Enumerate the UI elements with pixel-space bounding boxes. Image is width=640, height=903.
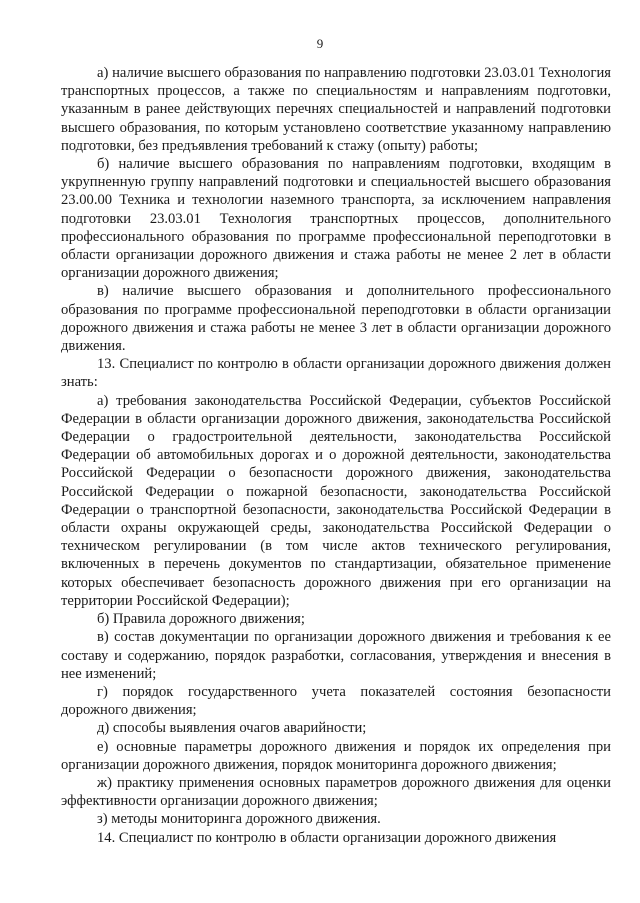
- paragraph-13v: в) состав документации по организации дорожного движения и требования к ее составу и содержанию, порядок разработки, согласования, утверждения и внесения в нее изменений;: [61, 629, 611, 682]
- paragraph-13e: е) основные параметры дорожного движения и порядок их определения при организации дорожного движения, порядок мониторинга дорожного движения;: [61, 738, 611, 773]
- paragraph-12b: б) наличие высшего образования по направлениям подготовки, входящим в укрупненную группу направлений подготовки и специальностей высшего образования 23.00.00 Техника и технологии наземного транспорта, за исключением направления подготовки 23.03.01 Технология транспортных процессов, дополнительного профессионального образования по программе профессиональной переподготовки в области организации дорожного движения и стажа работы не менее 2 лет в области организации дорожного движения;: [61, 156, 611, 282]
- paragraph-13-heading: 13. Специалист по контролю в области организации дорожного движения должен знать:: [61, 356, 611, 391]
- paragraph-13b: б) Правила дорожного движения;: [97, 611, 305, 628]
- paragraph-13g: г) порядок государственного учета показателей состояния безопасности дорожного движения;: [61, 683, 611, 719]
- paragraph-13a: а) требования законодательства Российской Федерации, субъектов Российской Федерации в области организации дорожного движения, законодательства Российской Федерации о градостроительной деятельности, законодательства Российской Федерации об автомобильных дорогах и о дорожной деятельности, законодательства Российской Федерации о безопасности дорожного движения, законодательства Российской Федерации о пожарной безопасности, законодательства Российской Федерации о транспортной безопасности, законодательства Российской Федерации в области охраны окружающей среды, законодательства Российской Федерации о техническом регулировании (в том числе актов технического регулирования, включенных в перечень документов по стандартизации, обязательное применение которых обеспечивает безопасность дорожного движения при его организации на территории Российской Федерации);: [61, 392, 611, 609]
- paragraph-13d: д) способы выявления очагов аварийности;: [97, 720, 367, 737]
- paragraph-12v: в) наличие высшего образования и дополнительного профессионального образования по программе профессиональной переподготовки в области организации дорожного движения и стажа работы не менее 3 лет в области организации дорожного движения.: [61, 283, 611, 355]
- paragraph-13z: з) методы мониторинга дорожного движения.: [97, 811, 381, 828]
- page-number: 9: [316, 36, 324, 51]
- paragraph-13zh: ж) практику применения основных параметров дорожного движения для оценки эффективности организации дорожного движения;: [61, 774, 611, 810]
- paragraph-14-heading: 14. Специалист по контролю в области организации дорожного движения: [97, 829, 557, 846]
- document-body: [61, 64, 611, 847]
- paragraph-12a: а) наличие высшего образования по направлению подготовки 23.03.01 Технология транспортных процессов, а также по специальностям и направлениям подготовки, указанным в ранее действующих перечнях специальностей и направлений подготовки высшего образования, по которым установлено соответствие указанному направлению подготовки, без предъявления требований к стажу (опыту) работы;: [61, 65, 611, 154]
